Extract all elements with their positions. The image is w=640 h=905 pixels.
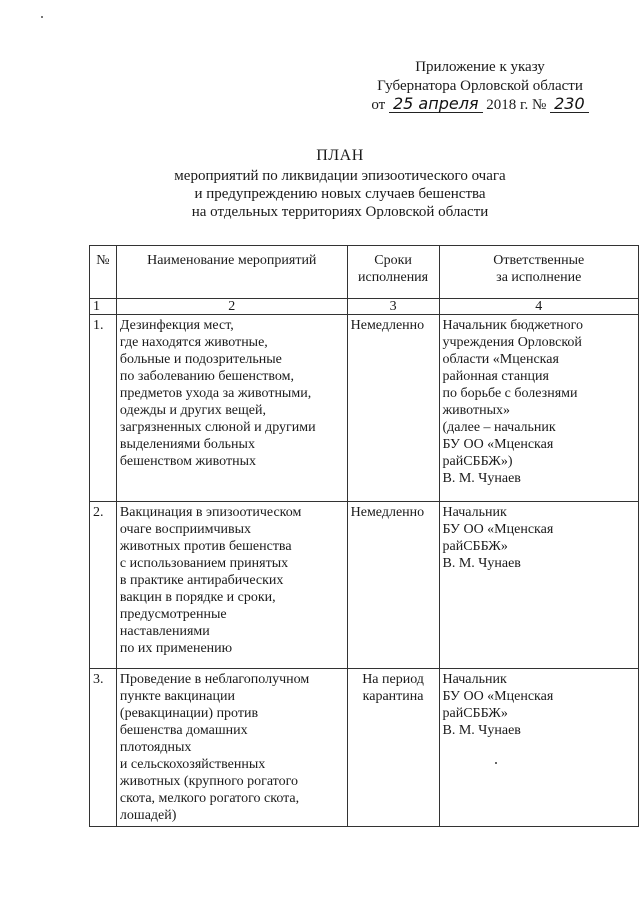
measure-line: и сельскохозяйственных xyxy=(119,757,266,772)
header-terms xyxy=(347,246,439,299)
measure-responsible xyxy=(439,669,639,827)
measure-name xyxy=(116,669,347,827)
column-number-2: 2 xyxy=(116,299,347,315)
measure-line: пункте вакцинации xyxy=(119,689,235,704)
term-line: Немедленно xyxy=(350,505,425,520)
measure-term xyxy=(347,669,439,827)
title-line-2: и предупреждению новых случаев бешенства xyxy=(194,186,486,202)
measure-line: животных против бешенства xyxy=(119,539,292,554)
table-header-row xyxy=(90,246,639,299)
responsible-line: В. М. Чунаев xyxy=(442,471,521,486)
header-terms-line-1: Сроки xyxy=(374,253,412,268)
measure-line: бешенства домашних xyxy=(119,723,248,738)
scan-speck xyxy=(41,16,43,18)
measure-name xyxy=(116,502,347,669)
header-terms-line-2: исполнения xyxy=(357,270,429,285)
header-name: Наименование мероприятий xyxy=(116,246,347,299)
row-number: 3. xyxy=(90,669,117,827)
measure-line: предметов ухода за животными, xyxy=(119,386,312,401)
scan-speck xyxy=(495,762,497,764)
responsible-line: районная станция xyxy=(442,369,549,384)
measure-line: плотоядных xyxy=(119,740,192,755)
document-title xyxy=(130,147,550,221)
measure-line: одежды и других вещей, xyxy=(119,403,266,418)
appendix-line-2: Губернатора Орловской области xyxy=(377,78,583,94)
measure-line: предусмотренные xyxy=(119,607,227,622)
row-number: 1. xyxy=(90,315,117,502)
header-responsible-line-2: за исполнение xyxy=(496,270,582,285)
responsible-line: райСББЖ» xyxy=(442,539,508,554)
title-line-3: на отдельных территориях Орловской области xyxy=(191,204,489,220)
column-number-row xyxy=(90,299,639,315)
header-responsible xyxy=(439,246,639,299)
term-line: На период xyxy=(362,672,424,687)
handwritten-date: 25 апреля xyxy=(389,96,483,113)
measure-line: Проведение в неблагополучном xyxy=(119,672,310,687)
handwritten-number: 230 xyxy=(550,96,589,113)
responsible-line: БУ ОО «Мценская xyxy=(442,437,554,452)
appendix-date-line xyxy=(330,96,630,115)
measure-line: животных (крупного рогатого xyxy=(119,774,299,789)
responsible-line: учреждения Орловской xyxy=(442,335,582,350)
responsible-line: Начальник xyxy=(442,672,507,687)
responsible-line: по борьбе с болезнями xyxy=(442,386,578,401)
measure-term xyxy=(347,315,439,502)
table-row xyxy=(90,669,639,827)
column-number-1: 1 xyxy=(90,299,117,315)
measures-table xyxy=(89,245,639,827)
term-line: карантина xyxy=(362,689,424,704)
column-number-3: 3 xyxy=(347,299,439,315)
responsible-line: Начальник xyxy=(442,505,507,520)
header-number: № xyxy=(90,246,117,299)
measure-line: бешенством животных xyxy=(119,454,257,469)
measure-line: где находятся животные, xyxy=(119,335,268,350)
date-prefix: от xyxy=(371,97,386,113)
measure-line: очаге восприимчивых xyxy=(119,522,252,537)
title-line-1: мероприятий по ликвидации эпизоотического очага xyxy=(174,168,506,184)
row-number: 2. xyxy=(90,502,117,669)
measure-name xyxy=(116,315,347,502)
measure-line: скота, мелкого рогатого скота, xyxy=(119,791,300,806)
year-text: 2018 г. № xyxy=(486,97,547,113)
measure-line: выделениями больных xyxy=(119,437,255,452)
measure-line: Вакцинация в эпизоотическом xyxy=(119,505,302,520)
header-responsible-line-1: Ответственные xyxy=(493,253,585,268)
table-row xyxy=(90,315,639,502)
term-line: Немедленно xyxy=(350,318,425,333)
responsible-line: (далее – начальник xyxy=(442,420,556,435)
measure-responsible xyxy=(439,502,639,669)
measure-line: в практике антирабических xyxy=(119,573,284,588)
table-row xyxy=(90,502,639,669)
responsible-line: В. М. Чунаев xyxy=(442,723,521,738)
measure-line: (ревакцинации) против xyxy=(119,706,259,721)
responsible-line: Начальник бюджетного xyxy=(442,318,583,333)
measure-line: лошадей) xyxy=(119,808,177,823)
responsible-line: райСББЖ» xyxy=(442,706,508,721)
measure-line: с использованием принятых xyxy=(119,556,289,571)
appendix-header xyxy=(330,58,630,115)
responsible-line: животных» xyxy=(442,403,511,418)
appendix-line-1: Приложение к указу xyxy=(415,59,545,75)
column-number-4: 4 xyxy=(439,299,639,315)
responsible-line: райСББЖ») xyxy=(442,454,513,469)
responsible-line: области «Мценская xyxy=(442,352,559,367)
responsible-line: БУ ОО «Мценская xyxy=(442,522,554,537)
measure-line: больные и подозрительные xyxy=(119,352,282,367)
responsible-line: БУ ОО «Мценская xyxy=(442,689,554,704)
measure-line: по заболеванию бешенством, xyxy=(119,369,294,384)
plan-heading: ПЛАН xyxy=(316,147,364,164)
measure-responsible xyxy=(439,315,639,502)
measure-term xyxy=(347,502,439,669)
measure-line: вакцин в порядке и сроки, xyxy=(119,590,276,605)
measure-line: по их применению xyxy=(119,641,233,656)
measure-line: загрязненных слюной и другими xyxy=(119,420,316,435)
measure-line: Дезинфекция мест, xyxy=(119,318,234,333)
responsible-line: В. М. Чунаев xyxy=(442,556,521,571)
measure-line: наставлениями xyxy=(119,624,210,639)
